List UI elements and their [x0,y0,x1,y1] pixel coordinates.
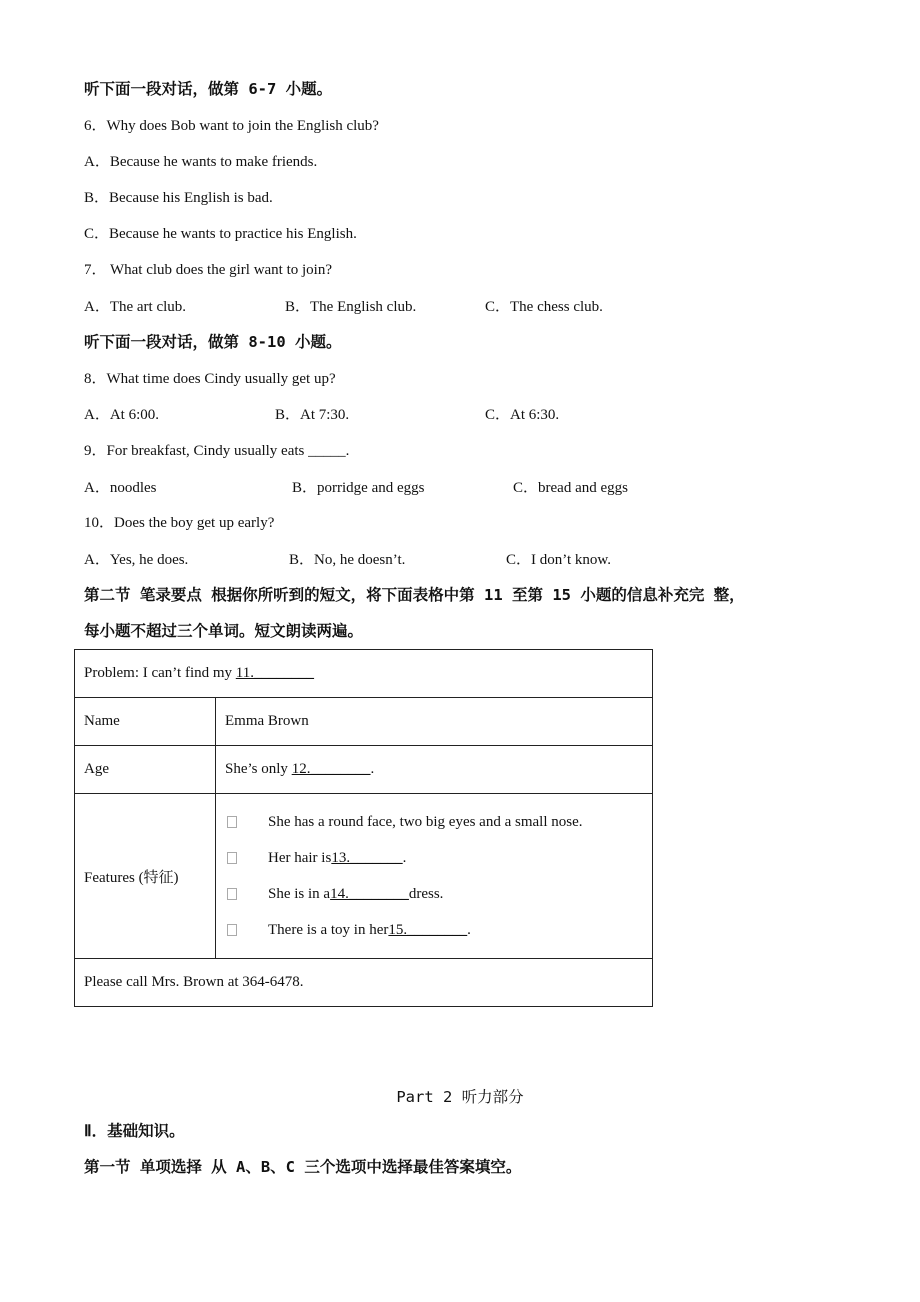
q6-option-c: C．Because he wants to practice his English. [84,226,357,242]
section2-instruction-line2: 每小题不超过三个单词。短文朗读两遍。 [84,622,364,640]
q9-option-b: B．porridge and eggs [292,480,425,496]
blank-14: 14.________ [330,885,409,902]
q6-option-b: B．Because his English is bad. [84,190,273,206]
feature-suffix: dress. [408,885,444,902]
feature-item [225,840,643,876]
q7-option-a: A．The art club. [84,299,187,315]
name-value-cell: Emma Brown [216,698,653,746]
age-value-cell [216,746,653,794]
question-7: 7． What club does the girl want to join? [84,262,333,278]
bullet-box-icon [227,924,237,936]
q10-option-a: A．Yes, he does. [84,552,189,568]
blank-13: 13._______ [331,849,403,866]
question-6: 6．Why does Bob want to join the English club? [84,118,379,134]
q6-option-a: A．Because he wants to make friends. [84,154,318,170]
name-label-cell: Name [75,698,216,746]
feature-item [225,912,643,948]
part2-sub-heading: 第一节 单项选择 从 A、B、C 三个选项中选择最佳答案填空。 [84,1158,522,1176]
blank-11: 11.________ [235,665,314,681]
part2-title: Part 2 听力部分 [396,1088,524,1106]
problem-label: Problem: I can’t find my [84,665,236,681]
q10-option-b: B．No, he doesn’t. [289,552,406,568]
age-text: She’s only [225,761,292,777]
q8-option-a: A．At 6:00. [84,407,160,423]
bullet-box-icon [227,888,237,900]
section-heading-8-10: 听下面一段对话，做第 8-10 小题。 [84,333,342,351]
part2-heading: Ⅱ．基础知识。 [84,1122,185,1140]
feature-suffix: . [467,921,471,938]
blank-15: 15.________ [388,921,468,938]
blank-12: 12.________ [291,761,371,777]
q7-option-c: C．The chess club. [485,299,603,315]
bullet-box-icon [227,852,237,864]
question-8: 8．What time does Cindy usually get up? [84,371,336,387]
features-list-cell [216,794,653,959]
q8-option-c: C．At 6:30. [485,407,560,423]
question-10: 10．Does the boy get up early? [84,515,275,531]
feature-text: Her hair is [268,849,332,866]
section-heading-6-7: 听下面一段对话，做第 6-7 小题。 [84,80,333,98]
age-period: . [370,761,375,777]
problem-cell [75,650,653,698]
notes-table [74,649,653,1007]
q10-option-c: C．I don’t know. [506,552,612,568]
q9-option-a: A．noodles [84,480,157,496]
feature-item [225,804,643,840]
q8-option-b: B．At 7:30. [275,407,350,423]
features-label-cell: Features (特征) [75,794,216,959]
contact-cell: Please call Mrs. Brown at 364-6478. [75,959,653,1007]
feature-suffix: . [402,849,407,866]
feature-item [225,876,643,912]
section2-instruction-line1: 第二节 笔录要点 根据你所听到的短文，将下面表格中第 11 至第 15 小题的信息补充完 整， [84,586,745,604]
bullet-box-icon [227,816,237,828]
feature-text: She is in a [268,885,331,902]
question-9: 9．For breakfast, Cindy usually eats _____. [84,443,350,459]
q7-option-b: B．The English club. [285,299,417,315]
feature-text: She has a round face, two big eyes and a small nose. [268,813,583,830]
q9-option-c: C．bread and eggs [513,480,628,496]
feature-text: There is a toy in her [268,921,389,938]
age-label-cell: Age [75,746,216,794]
